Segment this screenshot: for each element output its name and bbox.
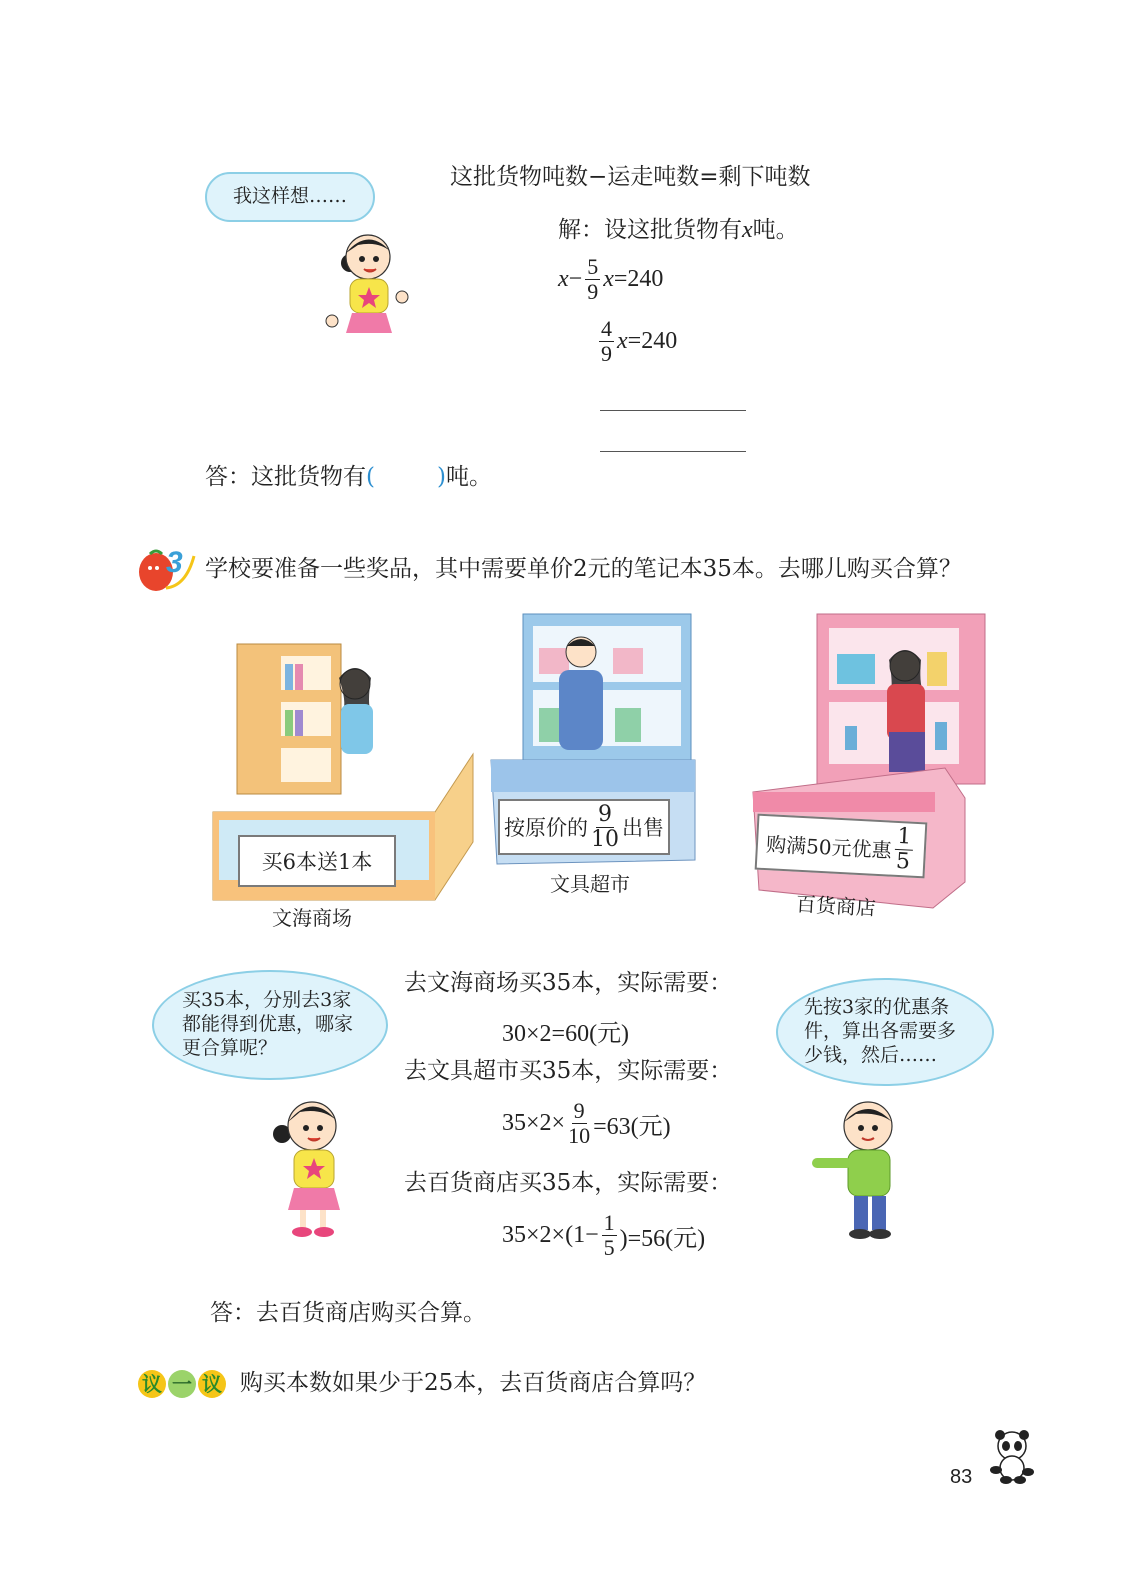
solve-line <box>558 216 799 245</box>
answer-best-store: 答：去百货商店购买合算。 <box>210 1300 486 1326</box>
eq1-rhs: =240 <box>613 266 664 292</box>
thought-bubble-girl <box>205 172 375 222</box>
answer-tonnage <box>205 464 492 492</box>
store-sign-baihuo <box>755 814 928 879</box>
problem-number: 3 <box>166 546 183 579</box>
store-name-wenhai: 文海商场 <box>272 906 352 930</box>
bubble-text: 买35本，分别去3家都能得到优惠，哪家更合算呢？ <box>182 989 354 1059</box>
calc3-post: )=56(元) <box>619 1226 706 1252</box>
discuss-question: 购买本数如果少于25本，去百货商店合算吗？ <box>240 1370 707 1396</box>
calc2-denominator: 10 <box>568 1123 591 1148</box>
eq2-denominator: 9 <box>601 341 612 366</box>
bubble-text: 我这样想…… <box>232 185 347 208</box>
calc3-fraction <box>602 1212 617 1259</box>
eq1-var: x <box>558 266 569 292</box>
sign-denominator: 10 <box>591 826 619 852</box>
store-name-baihuo: 百货商店 <box>795 891 877 921</box>
sign-numerator: 9 <box>598 801 612 827</box>
discuss-badge-char-3: 议 <box>198 1370 226 1398</box>
calc-wenhai: 30×2=60(元) <box>502 1021 630 1047</box>
solve-variable: x <box>742 217 753 243</box>
calc2-post: =63(元) <box>593 1114 671 1140</box>
eq1-denominator: 9 <box>587 279 599 304</box>
problem-3-text: 学校要准备一些奖品，其中需要单价2元的笔记本35本。去哪儿购买合算？ <box>205 556 962 582</box>
eq1-numerator: 5 <box>587 254 599 279</box>
eq1-var2: x <box>603 266 614 292</box>
eq1-minus: − <box>568 266 583 292</box>
sign-fraction <box>893 825 913 873</box>
store-sign-text: 买6本送1本 <box>261 850 373 874</box>
store-sign-wenju <box>498 799 670 855</box>
eq2-numerator: 4 <box>601 316 612 341</box>
calc3-denominator: 5 <box>603 1235 615 1260</box>
thought-bubble-right <box>776 978 994 1086</box>
sign-prefix: 购满50元优惠 <box>765 831 893 863</box>
girl-illustration-2 <box>264 1090 364 1240</box>
blank-line-1[interactable] <box>600 410 746 411</box>
line-wenju: 去文具超市买35本，实际需要： <box>404 1058 733 1084</box>
eq2-var: x <box>617 328 628 354</box>
store-sign-wenhai <box>238 835 396 887</box>
eq2-rhs: =240 <box>627 328 678 354</box>
answer-close-paren: ) <box>436 464 446 490</box>
solve-prefix: 解：设这批货物有 <box>558 217 742 243</box>
thought-bubble-left <box>152 970 388 1080</box>
bubble-text: 先按3家的优惠条件，算出各需要多少钱，然后…… <box>804 996 957 1066</box>
boy-illustration <box>806 1092 918 1242</box>
line-wenhai: 去文海商场买35本，实际需要： <box>404 970 733 996</box>
equation-2 <box>596 318 677 365</box>
answer-suffix: 吨。 <box>445 464 492 490</box>
calc3-numerator: 1 <box>603 1210 615 1235</box>
solve-suffix: 吨。 <box>752 217 799 243</box>
blank-line-2[interactable] <box>600 451 746 452</box>
panda-icon <box>986 1428 1036 1484</box>
relation-formula: 这批货物吨数−运走吨数=剩下吨数 <box>450 164 811 190</box>
eq2-fraction <box>599 318 614 365</box>
calc-baihuo <box>502 1212 705 1259</box>
page-number: 83 <box>950 1466 973 1488</box>
discuss-badge-char-2: 一 <box>168 1370 196 1398</box>
discuss-badge-char-1: 议 <box>138 1370 166 1398</box>
sign-fraction <box>591 801 619 852</box>
calc2-pre: 35×2× <box>502 1110 566 1136</box>
sign-denominator: 5 <box>895 848 911 875</box>
calc-wenju <box>502 1100 671 1147</box>
line-baihuo: 去百货商店买35本，实际需要： <box>404 1170 733 1196</box>
sign-numerator: 1 <box>895 825 914 850</box>
eq1-fraction <box>585 256 600 303</box>
answer-open-paren: ( <box>366 464 375 490</box>
sign-suffix: 出售 <box>622 816 664 840</box>
girl-illustration <box>318 225 418 350</box>
sign-prefix: 按原价的 <box>504 816 588 840</box>
calc2-fraction <box>568 1100 590 1147</box>
store-name-wenju: 文具超市 <box>550 872 630 896</box>
equation-1 <box>558 256 663 303</box>
calc3-pre: 35×2×(1− <box>502 1222 599 1248</box>
discuss-badge <box>138 1370 226 1398</box>
calc2-numerator: 9 <box>573 1098 585 1123</box>
answer-prefix: 答：这批货物有 <box>205 464 366 490</box>
